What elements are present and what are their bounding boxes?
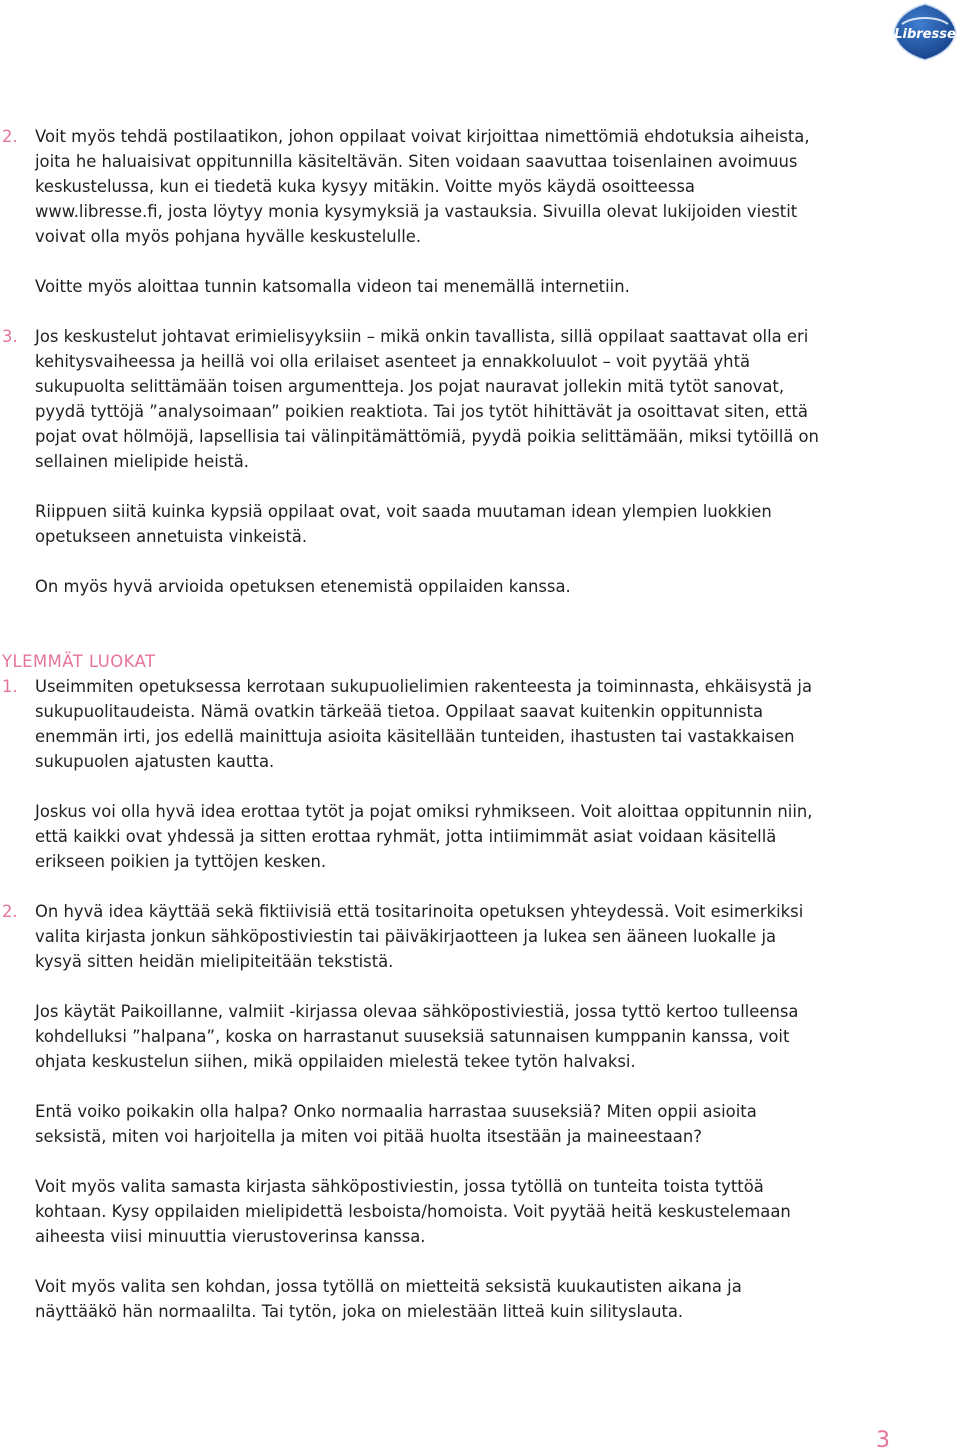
document-body bbox=[0, 124, 820, 1324]
libresse-logo-icon bbox=[890, 2, 960, 62]
logo-text: Libresse bbox=[894, 27, 956, 42]
list-item bbox=[0, 899, 820, 1324]
list-number: 3. bbox=[2, 327, 18, 346]
paragraph: Voit myös valita samasta kirjasta sähköpostiviestin, jossa tytöllä on tunteita toista tyttöä kohtaan. Kysy oppilaiden mielipidettä lesboista/homoista. Voit pyytää heitä keskustelemaan aiheesta viisi minuuttia vierustoverinsa kanssa. bbox=[35, 1177, 791, 1246]
paragraph: On hyvä idea käyttää sekä fiktiivisiä että tositarinoita opetuksen yhteydessä. Voit esimerkiksi valita kirjasta jonkun sähköpostiviestin tai päiväkirjaotteen ja lukea sen ääneen luokalle ja kysyä sitten heidän mielipiteitään tekstistä. bbox=[35, 902, 804, 971]
paragraph: Riippuen siitä kuinka kypsiä oppilaat ovat, voit saada muutaman idean ylempien luokkien opetukseen annetuista vinkeistä. bbox=[35, 502, 772, 546]
list-number: 2. bbox=[2, 127, 18, 146]
list-item bbox=[0, 324, 820, 599]
paragraph: On myös hyvä arvioida opetuksen etenemistä oppilaiden kanssa. bbox=[35, 577, 571, 596]
libresse-logo bbox=[890, 2, 960, 62]
paragraph: Joskus voi olla hyvä idea erottaa tytöt ja pojat omiksi ryhmikseen. Voit aloittaa oppitunnin niin, että kaikki ovat yhdessä ja sitten erottaa ryhmät, jotta intiimimmät asiat voidaan käsitellä erikseen poikien ja tyttöjen kesken. bbox=[35, 802, 813, 871]
paragraph: Voit myös tehdä postilaatikon, johon oppilaat voivat kirjoittaa nimettömiä ehdotuksia aiheista, joita he haluaisivat oppitunnilla käsiteltävän. Siten voidaan saavuttaa toisenlainen avoimuus keskustelussa, kun ei tiedetä kuka kysyy mitäkin. Voitte myös käydä osoitteessa www.libresse.fi, josta löytyy monia kysymyksiä ja vastauksia. Sivuilla olevat lukijoiden viestit voivat olla myös pohjana hyvälle keskustelulle. bbox=[35, 127, 810, 246]
list-number: 2. bbox=[2, 902, 18, 921]
section-heading: YLEMMÄT LUOKAT bbox=[2, 652, 156, 671]
paragraph: Useimmiten opetuksessa kerrotaan sukupuolielimien rakenteesta ja toiminnasta, ehkäisystä ja sukupuolitaudeista. Nämä ovatkin tärkeää tietoa. Oppilaat saavat kuitenkin oppitunnista enemmän irti, jos edellä mainittuja asioita käsitellään tunteiden, ihastusten tai vastakkaisen sukupuolen ajatusten kautta. bbox=[35, 677, 813, 771]
paragraph: Jos käytät Paikoillanne, valmiit -kirjassa olevaa sähköpostiviestiä, jossa tyttö kertoo tulleensa kohdelluksi ”halpana”, koska on harrastanut suuseksiä satunnaisen kumppanin kanssa, voit ohjata keskustelun siihen, mikä oppilaiden mielestä tekee tytön halvaksi. bbox=[35, 1002, 799, 1071]
list-item bbox=[0, 674, 820, 874]
paragraph: Voitte myös aloittaa tunnin katsomalla videon tai menemällä internetiin. bbox=[35, 277, 630, 296]
paragraph: Entä voiko poikakin olla halpa? Onko normaalia harrastaa suuseksiä? Miten oppii asioita seksistä, miten voi harjoitella ja miten voi pitää huolta itsestään ja maineestaan? bbox=[35, 1102, 757, 1146]
paragraph: Jos keskustelut johtavat erimielisyyksiin – mikä onkin tavallista, sillä oppilaat saattavat olla eri kehitysvaiheessa ja heillä voi olla erilaiset asenteet ja ennakkoluulot – voit pyytää yhtä sukupuolta selittämään toisen argumentteja. Jos pojat nauravat jollekin mitä tytöt sanovat, pyydä tyttöjä ”analysoimaan” poikien reaktiota. Tai jos tytöt hihittävät ja osoittavat siten, että pojat ovat hölmöjä, lapsellisia tai välinpitämättömiä, pyydä poikia selittämään, miksi tytöillä on sellainen mielipide heistä. bbox=[35, 327, 819, 471]
page-number: 3 bbox=[876, 1428, 890, 1453]
list-number: 1. bbox=[2, 677, 18, 696]
paragraph: Voit myös valita sen kohdan, jossa tytöllä on mietteitä seksistä kuukautisten aikana ja näyttääkö hän normaalilta. Tai tytön, joka on mielestään litteä kuin silityslauta. bbox=[35, 1277, 742, 1321]
list-item bbox=[0, 124, 820, 299]
